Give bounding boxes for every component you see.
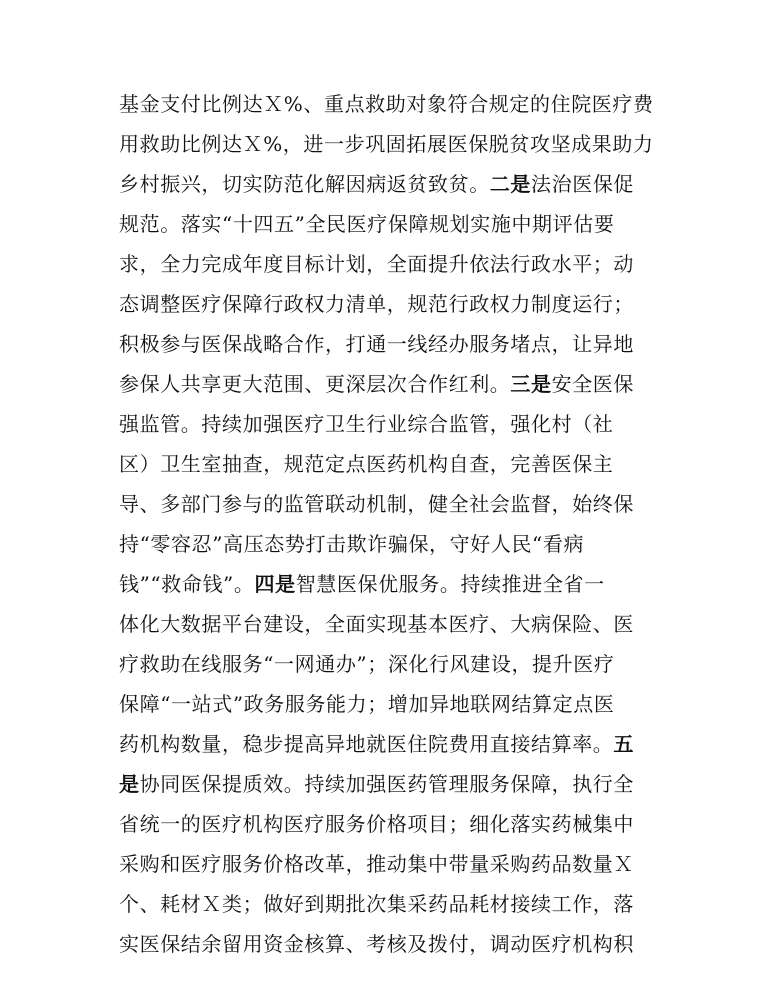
text-segment: 采购和医疗服务价格改革，推动集中带量采购药品数量Ｘ xyxy=(119,852,634,876)
text-segment: 用救助比例达Ｘ%，进一步巩固拓展医保脱贫攻坚成果助力 xyxy=(119,132,654,156)
text-segment: 实医保结余留用资金核算、考核及拨付，调动医疗机构积 xyxy=(119,932,634,956)
text-segment: 安全医保 xyxy=(551,372,635,396)
text-line xyxy=(119,324,654,364)
text-segment: 个、耗材Ｘ类；做好到期批次集采药品耗材接续工作，落 xyxy=(119,892,634,916)
text-segment: 法治医保促 xyxy=(531,172,635,196)
text-segment: 导、多部门参与的监管联动机制，健全社会监督，始终保 xyxy=(119,492,634,516)
text-segment: 钱”“救命钱”。 xyxy=(119,572,255,596)
text-segment: 体化大数据平台建设，全面实现基本医疗、大病保险、医 xyxy=(119,612,634,636)
text-segment: 保障“一站式”政务服务能力；增加异地联网结算定点医 xyxy=(119,692,615,716)
text-line xyxy=(119,404,654,444)
text-segment: 省统一的医疗机构医疗服务价格项目；细化落实药械集中 xyxy=(119,812,634,836)
text-segment: 求，全力完成年度目标计划，全面提升依法行政水平；动 xyxy=(119,252,634,276)
text-line xyxy=(119,844,654,884)
bold-heading-phrase: 五 xyxy=(613,732,635,756)
text-line xyxy=(119,284,654,324)
text-segment: 药机构数量，稳步提高异地就医住院费用直接结算率。 xyxy=(119,732,614,756)
text-segment: 智慧医保优服务。持续推进全省一 xyxy=(295,572,605,596)
text-line xyxy=(119,204,654,244)
text-segment: 协同医保提质效。持续加强医药管理服务保障，执行全 xyxy=(139,772,635,796)
text-line xyxy=(119,364,654,404)
bold-heading-phrase: 四是 xyxy=(254,572,296,596)
text-line xyxy=(119,444,654,484)
text-line xyxy=(119,164,654,204)
text-line xyxy=(119,124,654,164)
text-segment: 规范。落实“十四五”全民医疗保障规划实施中期评估要 xyxy=(119,212,615,236)
text-line xyxy=(119,924,654,964)
text-line xyxy=(119,524,654,564)
bold-heading-phrase: 是 xyxy=(119,772,140,796)
text-segment: 积极参与医保战略合作，打通一线经办服务堵点，让异地 xyxy=(119,332,634,356)
text-line xyxy=(119,884,654,924)
text-segment: 基金支付比例达Ｘ%、重点救助对象符合规定的住院医疗费 xyxy=(119,92,654,116)
text-line xyxy=(119,804,654,844)
text-line xyxy=(119,684,654,724)
text-line xyxy=(119,724,654,764)
document-body-text xyxy=(119,84,654,964)
text-line xyxy=(119,644,654,684)
text-line xyxy=(119,764,654,804)
text-segment: 强监管。持续加强医疗卫生行业综合监管，强化村（社 xyxy=(119,412,614,436)
text-segment: 区）卫生室抽查，规范定点医药机构自查，完善医保主 xyxy=(119,452,614,476)
text-line xyxy=(119,564,654,604)
text-segment: 参保人共享更大范围、更深层次合作红利。 xyxy=(119,372,511,396)
text-line xyxy=(119,484,654,524)
text-line xyxy=(119,244,654,284)
bold-heading-phrase: 二是 xyxy=(489,172,532,196)
text-line xyxy=(119,604,654,644)
text-segment: 疗救助在线服务“一网通办”；深化行风建设，提升医疗 xyxy=(119,652,615,676)
bold-heading-phrase: 三是 xyxy=(510,372,552,396)
text-segment: 乡村振兴，切实防范化解因病返贫致贫。 xyxy=(119,172,490,196)
text-segment: 持“零容忍”高压态势打击欺诈骗保，守好人民“看病 xyxy=(119,532,585,556)
text-segment: 态调整医疗保障行政权力清单，规范行政权力制度运行； xyxy=(119,292,634,316)
text-line xyxy=(119,84,654,124)
